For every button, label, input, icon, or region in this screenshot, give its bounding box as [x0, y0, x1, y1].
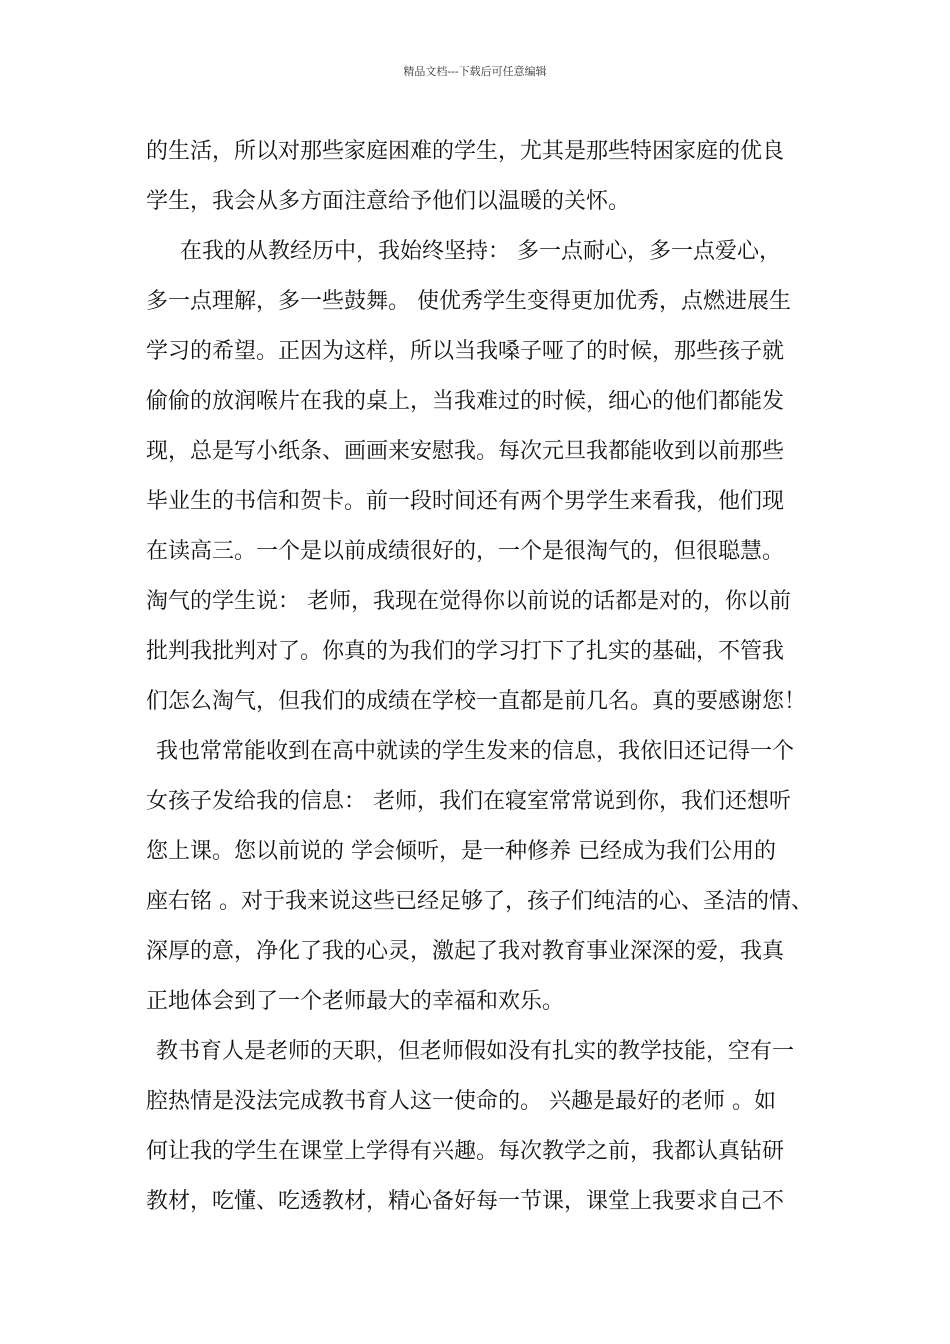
body-line: 正地体会到了一个老师最大的幸福和欢乐。: [146, 989, 565, 1014]
body-line: 学习的希望。正因为这样，所以当我嗓子哑了的时候，那些孩子就: [146, 339, 785, 364]
page-header: 精品文档---下载后可任意编辑: [403, 65, 547, 78]
body-line: 深厚的意，净化了我的心灵，激起了我对教育事业深深的爱，我真: [146, 939, 785, 964]
body-line: 何让我的学生在课堂上学得有兴趣。每次教学之前，我都认真钻研: [146, 1139, 785, 1164]
body-line: 偷偷的放润喉片在我的桌上，当我难过的时候，细心的他们都能发: [146, 389, 785, 414]
body-line: 您上课。您以前说的 学会倾听，是一种修养 已经成为我们公用的: [146, 839, 776, 864]
body-line: 女孩子发给我的信息： 老师，我们在寝室常常说到你，我们还想听: [146, 789, 791, 814]
body-line: 我也常常能收到在高中就读的学生发来的信息，我依旧还记得一个: [156, 739, 795, 764]
body-line: 毕业生的书信和贺卡。前一段时间还有两个男学生来看我，他们现: [146, 489, 785, 514]
body-line: 教材，吃懂、吃透教材，精心备好每一节课，课堂上我要求自己不: [146, 1189, 785, 1214]
body-line: 在我的从教经历中，我始终坚持： 多一点耐心，多一点爱心，: [180, 239, 781, 264]
body-line: 在读高三。一个是以前成绩很好的，一个是很淘气的，但很聪慧。: [146, 539, 785, 564]
body-line: 多一点理解，多一些鼓舞。 使优秀学生变得更加优秀，点燃进展生: [146, 289, 791, 314]
body-line: 座右铭 。对于我来说这些已经足够了，孩子们纯洁的心、圣洁的情、: [146, 889, 813, 914]
body-line: 教书育人是老师的天职，但老师假如没有扎实的教学技能，空有一: [156, 1039, 795, 1064]
body-line: 们怎么淘气，但我们的成绩在学校一直都是前几名。真的要感谢您！: [146, 689, 807, 714]
body-line: 的生活，所以对那些家庭困难的学生，尤其是那些特困家庭的优良: [146, 139, 785, 164]
body-line: 淘气的学生说： 老师，我现在觉得你以前说的话都是对的，你以前: [146, 589, 791, 614]
body-line: 批判我批判对了。你真的为我们的学习打下了扎实的基础，不管我: [146, 639, 785, 664]
body-line: 腔热情是没法完成教书育人这一使命的。 兴趣是最好的老师 。如: [146, 1089, 776, 1114]
body-line: 现，总是写小纸条、画画来安慰我。每次元旦我都能收到以前那些: [146, 439, 785, 464]
body-line: 学生，我会从多方面注意给予他们以温暖的关怀。: [146, 189, 631, 214]
